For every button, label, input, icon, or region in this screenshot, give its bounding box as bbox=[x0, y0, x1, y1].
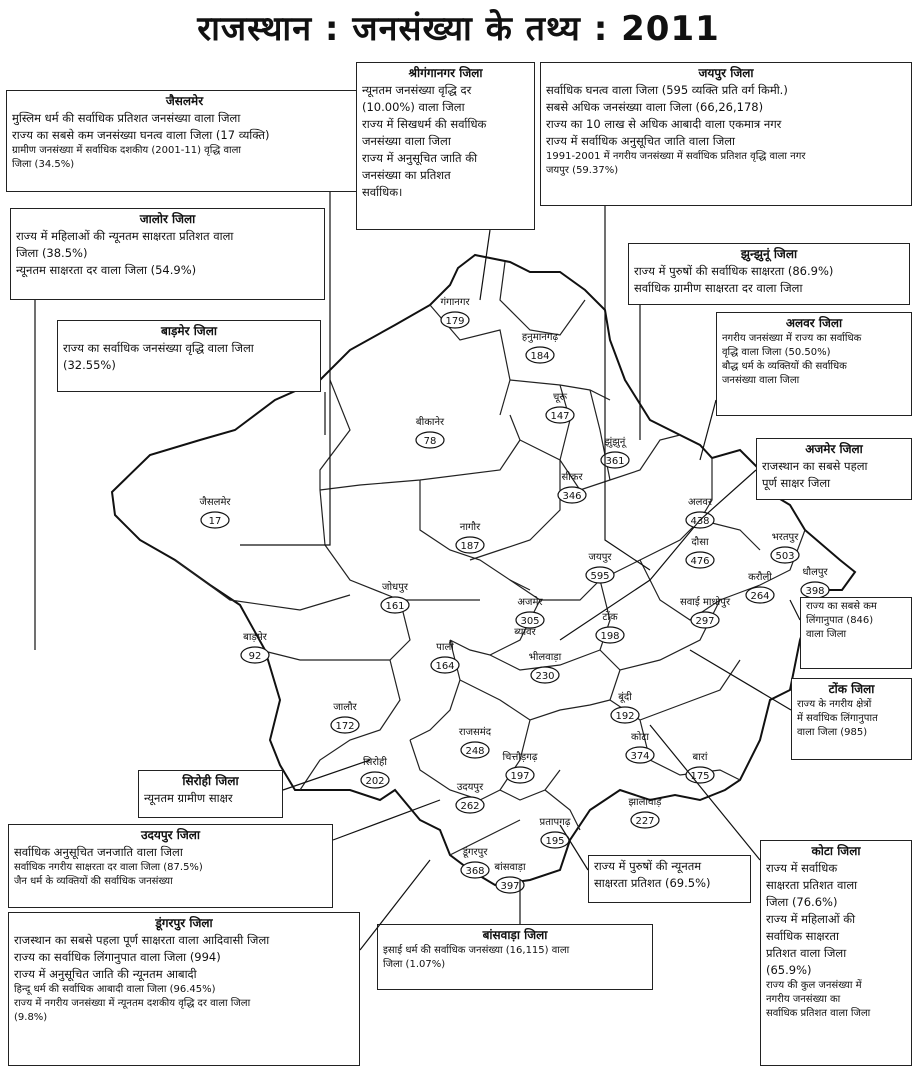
info-box-jaipur bbox=[540, 62, 912, 206]
district-name: टोंक bbox=[602, 612, 618, 623]
info-box-line: मुस्लिम धर्म की सर्वाधिक प्रतिशत जनसंख्या वाला जिला bbox=[12, 111, 241, 125]
info-box-line: राज्य में नगरीय जनसंख्या में न्यूनतम दशकीय वृद्धि दर वाला जिला bbox=[14, 998, 251, 1009]
info-box-line: नगरीय जनसंख्या में राज्य का सर्वाधिक bbox=[722, 333, 862, 344]
density-value: 202 bbox=[365, 776, 385, 787]
density-value: 297 bbox=[695, 616, 715, 627]
district-33 bbox=[494, 861, 526, 893]
density-value: 164 bbox=[435, 661, 455, 672]
info-box-line: इसाई धर्म की सर्वाधिक जनसंख्या (16,115) वाला bbox=[383, 945, 570, 956]
district-name: जयपुर bbox=[588, 552, 612, 563]
info-box-line: जिला (76.6%) bbox=[766, 895, 838, 909]
density-value: 187 bbox=[460, 541, 480, 552]
info-box-barmer bbox=[57, 320, 321, 392]
info-box-heading: जयपुर जिला bbox=[698, 66, 754, 80]
district-20 bbox=[431, 641, 459, 673]
district-21 bbox=[529, 651, 562, 683]
info-box-line: ग्रामीण जनसंख्या में सर्वाधिक दशकीय (2001-11) वृद्धि वाला bbox=[12, 145, 241, 156]
info-box-heading: टोंक जिला bbox=[828, 682, 875, 696]
info-box-heading: अजमेर जिला bbox=[805, 442, 863, 456]
info-box-ajmer bbox=[756, 438, 912, 500]
info-box-dungarpur bbox=[8, 912, 360, 1066]
district-name: भीलवाड़ा bbox=[528, 652, 562, 663]
district-15 bbox=[381, 581, 409, 613]
density-value: 17 bbox=[208, 516, 222, 527]
info-box-pratapgarh bbox=[588, 855, 751, 903]
density-value: 147 bbox=[550, 411, 570, 422]
info-box-heading: श्रीगंगानगर जिला bbox=[408, 66, 483, 80]
info-box-alwar bbox=[716, 312, 912, 416]
density-value: 230 bbox=[535, 671, 555, 682]
info-box-line: नगरीय जनसंख्या का bbox=[766, 994, 841, 1005]
page-title: राजस्थान : जनसंख्या के तथ्य : 2011 bbox=[197, 9, 720, 49]
info-box-line: (9.8%) bbox=[14, 1012, 48, 1023]
density-value: 195 bbox=[545, 836, 565, 847]
district-name: अलवर bbox=[687, 497, 713, 508]
district-name: बांसवाड़ा bbox=[494, 862, 526, 873]
info-box-heading: डूंगरपुर जिला bbox=[155, 916, 213, 930]
district-name: झुंझुनूं bbox=[604, 437, 626, 448]
district-2 bbox=[416, 416, 445, 448]
district-name: चूरू bbox=[552, 392, 568, 403]
district-25 bbox=[361, 756, 389, 788]
district-name: पाली bbox=[436, 642, 454, 653]
info-box-heading: उदयपुर जिला bbox=[140, 828, 201, 842]
info-box-line: सर्वाधिक घनत्व वाला जिला (595 व्यक्ति प्रति वर्ग किमी.) bbox=[546, 83, 788, 97]
info-box-line: (65.9%) bbox=[766, 963, 812, 977]
district-name: जोधपुर bbox=[382, 582, 408, 593]
district-name: हनुमानगढ़ bbox=[521, 332, 559, 343]
density-value: 248 bbox=[465, 746, 485, 757]
density-value: 595 bbox=[590, 571, 610, 582]
info-box-heading: जालोर जिला bbox=[139, 212, 196, 226]
info-box-line: जनसंख्या वाला जिला bbox=[722, 375, 800, 386]
district-name: दौसा bbox=[691, 537, 709, 548]
district-name: नागौर bbox=[459, 522, 481, 533]
info-box-line: राज्य में अनुसूचित जाति की bbox=[362, 151, 478, 165]
district-10 bbox=[771, 532, 799, 563]
district-1 bbox=[522, 332, 559, 363]
info-box-heading: सिरोही जिला bbox=[182, 774, 239, 788]
density-value: 361 bbox=[605, 456, 625, 467]
info-box-line: सर्वाधिक नगरीय साक्षरता दर वाला जिला (87.5%) bbox=[14, 862, 203, 873]
district-3 bbox=[546, 392, 574, 423]
info-box-line: सर्वाधिक। bbox=[362, 185, 403, 199]
info-box-line: में सर्वाधिक लिंगानुपात bbox=[797, 713, 878, 724]
district-16 bbox=[516, 596, 544, 628]
district-name: सवाई माधोपुर bbox=[679, 597, 731, 608]
district-name: उदयपुर bbox=[456, 782, 484, 793]
district-32 bbox=[461, 846, 489, 878]
density-value: 184 bbox=[530, 351, 550, 362]
info-box-line: सर्वाधिक साक्षरता bbox=[766, 929, 839, 943]
district-name: बाड़मेर bbox=[243, 632, 267, 643]
density-value: 175 bbox=[690, 771, 710, 782]
district-23 bbox=[331, 701, 359, 733]
district-name: प्रतापगढ़ bbox=[539, 817, 571, 828]
district-name: गंगानगर bbox=[440, 297, 470, 308]
district-17 bbox=[514, 627, 536, 638]
district-name: अजमेर bbox=[517, 597, 543, 608]
district-4 bbox=[601, 436, 629, 468]
density-value: 161 bbox=[385, 601, 405, 612]
density-value: 398 bbox=[805, 586, 825, 597]
info-box-heading: कोटा जिला bbox=[811, 844, 861, 858]
info-box-line: राज्य का 10 लाख से अधिक आबादी वाला एकमात्र नगर bbox=[546, 117, 782, 131]
density-value: 264 bbox=[750, 591, 770, 602]
info-box-line: 1991-2001 में नगरीय जनसंख्या में सर्वाधिक प्रतिशत वृद्धि वाला नगर bbox=[546, 151, 806, 162]
density-value: 78 bbox=[423, 436, 437, 447]
info-box-line: हिन्दू धर्म की सर्वाधिक आबादी वाला जिला (96.45%) bbox=[14, 984, 216, 995]
density-value: 192 bbox=[615, 711, 635, 722]
info-box-jalore bbox=[10, 208, 325, 300]
info-box-line: न्यूनतम जनसंख्या वृद्धि दर bbox=[362, 83, 472, 97]
info-box-line: राज्य का सबसे कम bbox=[806, 601, 877, 612]
district-7 bbox=[456, 521, 484, 553]
info-box-line: राजस्थान का सबसे पहला पूर्ण साक्षरता वाला आदिवासी जिला bbox=[14, 933, 270, 947]
info-box-line: वाला जिला bbox=[806, 629, 847, 640]
district-name: डूंगरपुर bbox=[462, 847, 488, 858]
info-box-jhunjhunu bbox=[628, 243, 910, 305]
info-box-line: राज्य का सर्वाधिक लिंगानुपात वाला जिला (994) bbox=[14, 950, 221, 964]
district-name: ब्यावर bbox=[514, 627, 536, 638]
density-value: 305 bbox=[520, 616, 540, 627]
info-box-line: राज्य में सर्वाधिक bbox=[766, 861, 838, 875]
info-box-line: राज्य का सर्वाधिक जनसंख्या वृद्धि वाला जिला bbox=[63, 341, 254, 355]
district-29 bbox=[686, 751, 714, 783]
district-19 bbox=[241, 631, 269, 663]
district-12 bbox=[686, 536, 714, 568]
district-name: धौलपुर bbox=[802, 567, 828, 578]
info-box-line: बौद्ध धर्म के व्यक्तियों की सर्वाधिक bbox=[722, 361, 847, 372]
district-31 bbox=[540, 817, 571, 848]
info-box-heading: बाड़मेर जिला bbox=[161, 324, 217, 338]
info-box-heading: अलवर जिला bbox=[785, 316, 843, 330]
info-box-line: न्यूनतम साक्षरता दर वाला जिला (54.9%) bbox=[16, 263, 197, 277]
info-box-line: साक्षरता प्रतिशत वाला bbox=[766, 878, 858, 892]
info-box-heading: जैसलमेर bbox=[165, 94, 204, 108]
info-box-line: जनसंख्या का प्रतिशत bbox=[362, 168, 451, 182]
info-box-line: राज्य के नगरीय क्षेत्रों bbox=[797, 699, 872, 710]
district-name: राजसमंद bbox=[458, 727, 492, 738]
info-box-line: राज्य में अनुसूचित जाति की न्यूनतम आबादी bbox=[14, 967, 197, 981]
info-box-heading: झुन्झुनूं जिला bbox=[740, 247, 798, 261]
district-name: सीकर bbox=[561, 472, 583, 483]
info-box-line: जिला (1.07%) bbox=[383, 959, 446, 970]
district-5 bbox=[558, 471, 586, 503]
info-box-line: वृद्धि वाला जिला (50.50%) bbox=[722, 347, 831, 358]
district-24 bbox=[459, 726, 492, 758]
info-box-line: न्यूनतम ग्रामीण साक्षर bbox=[144, 791, 233, 805]
density-value: 92 bbox=[248, 651, 262, 662]
info-box-line: (10.00%) वाला जिला bbox=[362, 100, 465, 114]
info-box-sirohi bbox=[138, 770, 283, 818]
info-box-line: राज्य की कुल जनसंख्या में bbox=[766, 980, 862, 991]
info-box-line: राज्य में महिलाओं की न्यूनतम साक्षरता प्रतिशत वाला bbox=[16, 229, 234, 243]
info-box-line: राज्य में पुरुषों की न्यूनतम bbox=[594, 859, 702, 873]
info-box-line: पूर्ण साक्षर जिला bbox=[762, 476, 831, 490]
info-box-line: राज्य में सर्वाधिक अनुसूचित जाति वाला जिला bbox=[546, 134, 736, 148]
density-value: 346 bbox=[562, 491, 582, 502]
district-name: बूंदी bbox=[618, 692, 632, 703]
district-name: जैसलमेर bbox=[199, 497, 231, 508]
district-9 bbox=[686, 497, 714, 528]
district-14 bbox=[680, 596, 731, 628]
density-value: 172 bbox=[335, 721, 355, 732]
density-value: 198 bbox=[600, 631, 620, 642]
info-box-line: राज्य का सबसे कम जनसंख्या घनत्व वाला जिला (17 व्यक्ति) bbox=[12, 128, 270, 142]
district-6 bbox=[199, 496, 231, 528]
district-8 bbox=[586, 552, 614, 583]
district-27 bbox=[502, 751, 537, 783]
info-box-line: प्रतिशत वाला जिला bbox=[766, 946, 847, 960]
info-box-line: राज्य में पुरुषों की सर्वाधिक साक्षरता (86.9%) bbox=[634, 264, 834, 278]
district-name: कोटा bbox=[631, 732, 649, 743]
district-26 bbox=[456, 782, 484, 813]
info-box-line: जिला (34.5%) bbox=[12, 159, 75, 170]
info-box-line: जिला (38.5%) bbox=[16, 246, 88, 260]
density-value: 227 bbox=[635, 816, 655, 827]
info-box-tonk bbox=[791, 678, 912, 760]
density-value: 197 bbox=[510, 771, 530, 782]
info-box-line: सबसे अधिक जनसंख्या वाला जिला (66,26,178) bbox=[546, 100, 764, 114]
district-name: बीकानेर bbox=[415, 417, 445, 428]
district-28 bbox=[626, 731, 654, 763]
density-value: 397 bbox=[500, 881, 520, 892]
district-0 bbox=[440, 296, 470, 328]
district-13 bbox=[746, 571, 774, 603]
district-30 bbox=[628, 797, 662, 828]
district-11 bbox=[801, 566, 829, 598]
density-value: 179 bbox=[445, 316, 465, 327]
info-box-line: राजस्थान का सबसे पहला bbox=[762, 459, 868, 473]
info-box-line: वाला जिला (985) bbox=[797, 727, 868, 738]
info-box-line: सर्वाधिक प्रतिशत वाला जिला bbox=[766, 1008, 871, 1019]
info-box-sriganganagar bbox=[356, 62, 535, 230]
info-box-line: राज्य में सिखधर्म की सर्वाधिक bbox=[362, 117, 487, 131]
info-box-line: सर्वाधिक ग्रामीण साक्षरता दर वाला जिला bbox=[634, 281, 803, 295]
density-value: 374 bbox=[630, 751, 650, 762]
info-box-line: जनसंख्या वाला जिला bbox=[362, 134, 451, 148]
info-box-line: जैन धर्म के व्यक्तियों की सर्वाधिक जनसंख्या bbox=[14, 876, 173, 887]
info-box-line: लिंगानुपात (846) bbox=[806, 615, 874, 626]
info-box-line: राज्य में महिलाओं की bbox=[766, 912, 856, 926]
info-box-heading: बांसवाड़ा जिला bbox=[482, 928, 548, 942]
district-name: झालावाड़ bbox=[628, 797, 662, 808]
district-name: बारां bbox=[692, 752, 708, 763]
info-box-line: साक्षरता प्रतिशत (69.5%) bbox=[594, 876, 711, 890]
info-box-jaisalmer bbox=[6, 90, 363, 192]
info-box-udaipur bbox=[8, 824, 333, 908]
density-value: 438 bbox=[690, 516, 710, 527]
info-box-line: (32.55%) bbox=[63, 358, 116, 372]
info-box-kota bbox=[760, 840, 912, 1066]
info-box-line: जयपुर (59.37%) bbox=[546, 165, 619, 176]
district-name: सिरोही bbox=[363, 757, 387, 768]
info-box-banswara bbox=[377, 924, 653, 990]
district-22 bbox=[611, 691, 639, 723]
district-name: चित्तौड़गढ़ bbox=[502, 752, 538, 763]
density-value: 368 bbox=[465, 866, 485, 877]
district-name: भरतपुर bbox=[771, 532, 799, 543]
district-18 bbox=[596, 611, 624, 643]
info-box-dholpur bbox=[800, 597, 912, 669]
info-box-line: सर्वाधिक अनुसूचित जनजाति वाला जिला bbox=[14, 845, 183, 859]
density-value: 262 bbox=[460, 801, 480, 812]
district-name: करौली bbox=[748, 572, 772, 583]
district-name: जालौर bbox=[333, 702, 357, 713]
density-value: 503 bbox=[775, 551, 795, 562]
density-value: 476 bbox=[690, 556, 710, 567]
